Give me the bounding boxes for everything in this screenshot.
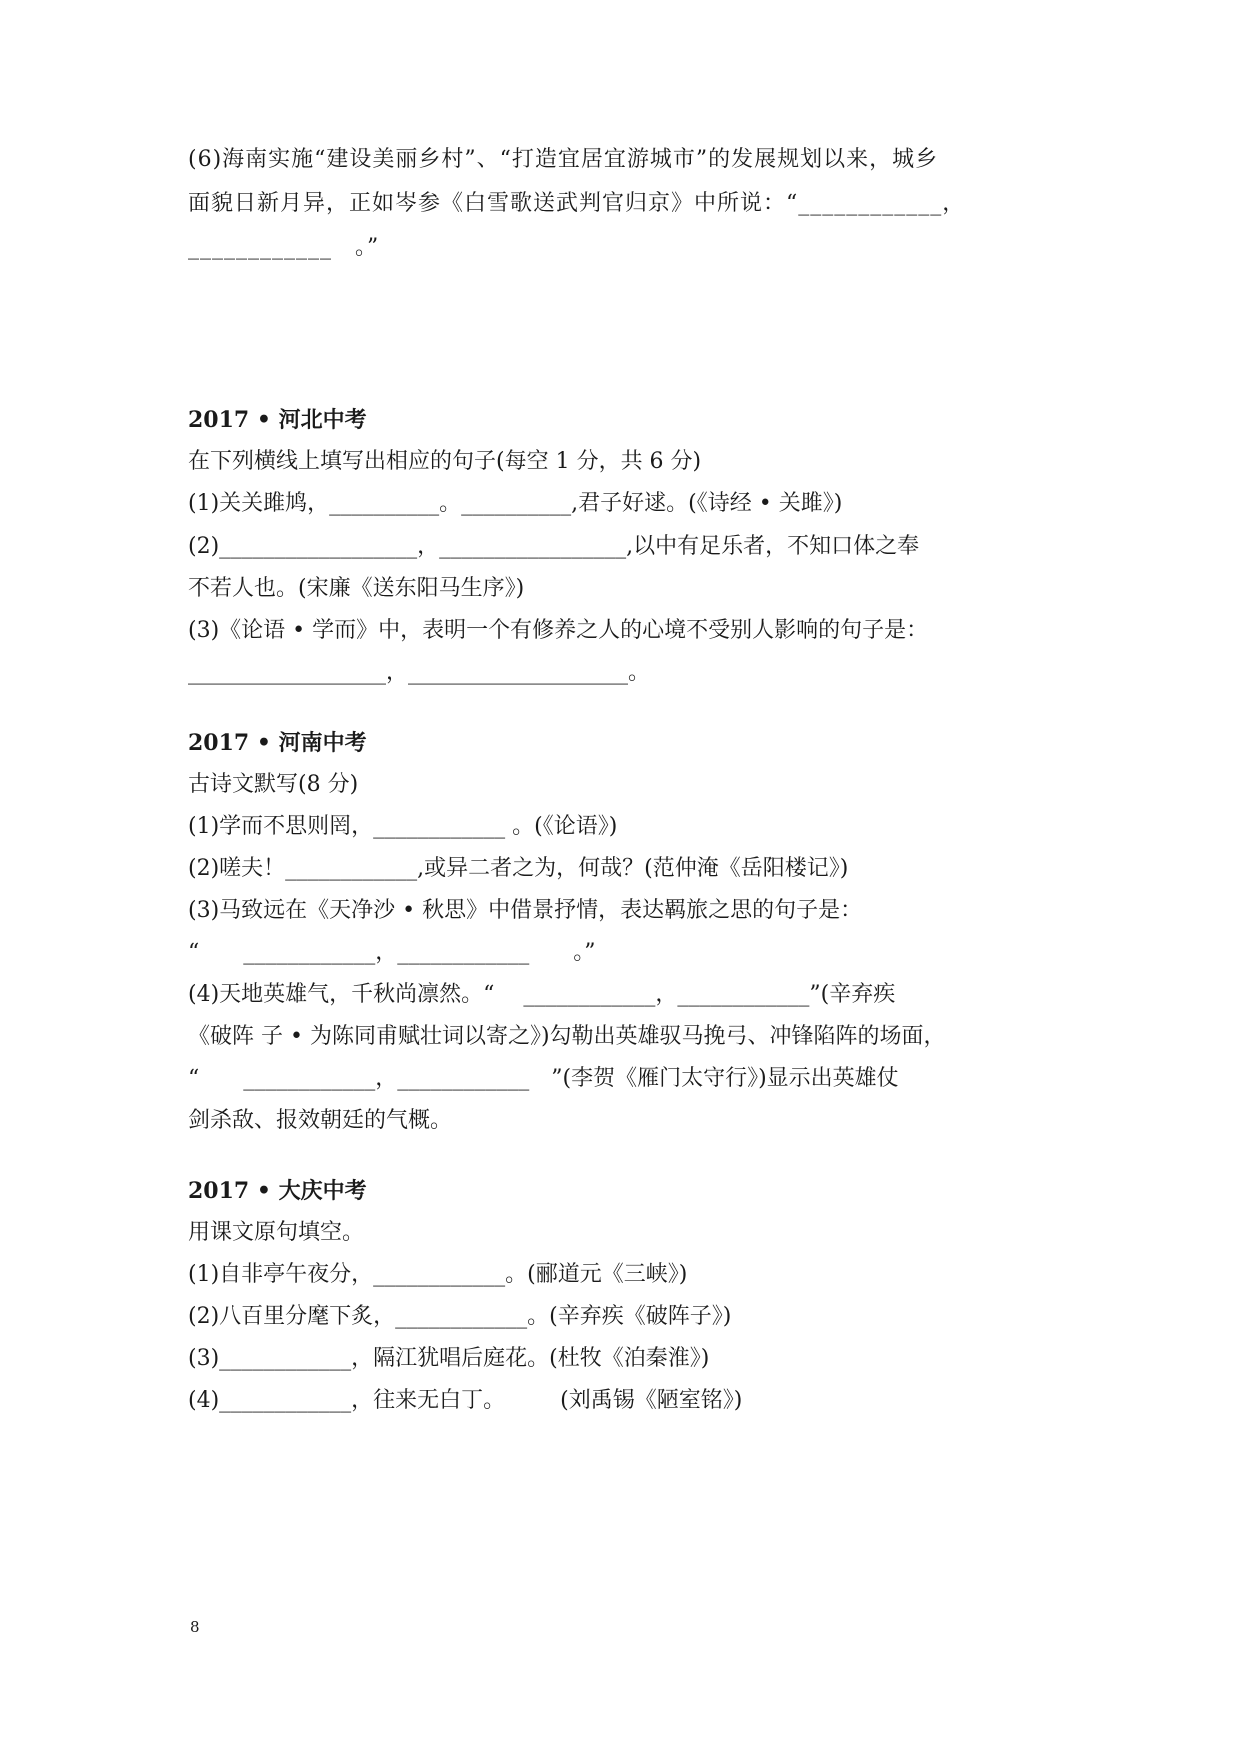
section-instruction: 古诗文默写(8 分) <box>188 772 359 797</box>
question-text: (1)关关雎鸠，__________。__________,君子好逑。(《诗经 • 关雎》) <box>188 491 843 516</box>
question-text: (2)__________________，_________________,以中有足乐者，不知口体之奉 <box>188 534 920 559</box>
section-heading-hebei: 2017 • 河北中考 <box>188 407 367 433</box>
section-instruction: 用课文原句填空。 <box>188 1220 365 1245</box>
question-text: “ ____________，____________ ”(李贺《雁门太守行》)显示出英雄仗 <box>188 1066 899 1091</box>
question-text: “ ____________，____________ 。” <box>188 940 596 965</box>
question-text: 《破阵 子 • 为陈同甫赋壮词以寄之》)勾勒出英雄驭马挽弓、冲锋陷阵的场面， <box>188 1024 946 1049</box>
question-text: (6)海南实施“建设美丽乡村”、“打造宜居宜游城市”的发展规划以来，城乡 <box>188 147 939 172</box>
question-text: ____________ 。” <box>188 235 380 260</box>
question-text: (1)学而不思则罔，____________ 。(《论语》) <box>188 814 618 839</box>
question-text: 剑杀敌、报效朝廷的气概。 <box>188 1108 453 1133</box>
question-text: (4)天地英雄气，千秋尚凛然。“ ____________，____________”(辛弃疾 <box>188 982 896 1007</box>
section-heading-henan: 2017 • 河南中考 <box>188 730 367 756</box>
question-text: (3)《论语 • 学而》中，表明一个有修养之人的心境不受别人影响的句子是： <box>188 618 929 643</box>
page-number: 8 <box>190 1618 200 1636</box>
question-text: (4)____________，往来无白丁。 (刘禹锡《陋室铭》) <box>188 1388 743 1413</box>
section-heading-daqing: 2017 • 大庆中考 <box>188 1178 367 1204</box>
question-text: (1)自非亭午夜分，____________。(郦道元《三峡》) <box>188 1262 688 1287</box>
question-text: (3)____________，隔江犹唱后庭花。(杜牧《泊秦淮》) <box>188 1346 710 1371</box>
section-instruction: 在下列横线上填写出相应的句子(每空 1 分，共 6 分) <box>188 449 702 474</box>
question-text: (2)八百里分麾下炙，____________。(辛弃疾《破阵子》) <box>188 1304 732 1329</box>
question-text: (2)嗟夫！____________,或异二者之为，何哉？(范仲淹《岳阳楼记》) <box>188 856 849 881</box>
question-text: __________________，____________________。 <box>188 660 651 685</box>
question-text: 面貌日新月异，正如岑参《白雪歌送武判官归京》中所说：“____________， <box>188 191 966 216</box>
question-text: 不若人也。(宋廉《送东阳马生序》) <box>188 576 525 601</box>
question-text: (3)马致远在《天净沙 • 秋思》中借景抒情，表达羁旅之思的句子是： <box>188 898 863 923</box>
